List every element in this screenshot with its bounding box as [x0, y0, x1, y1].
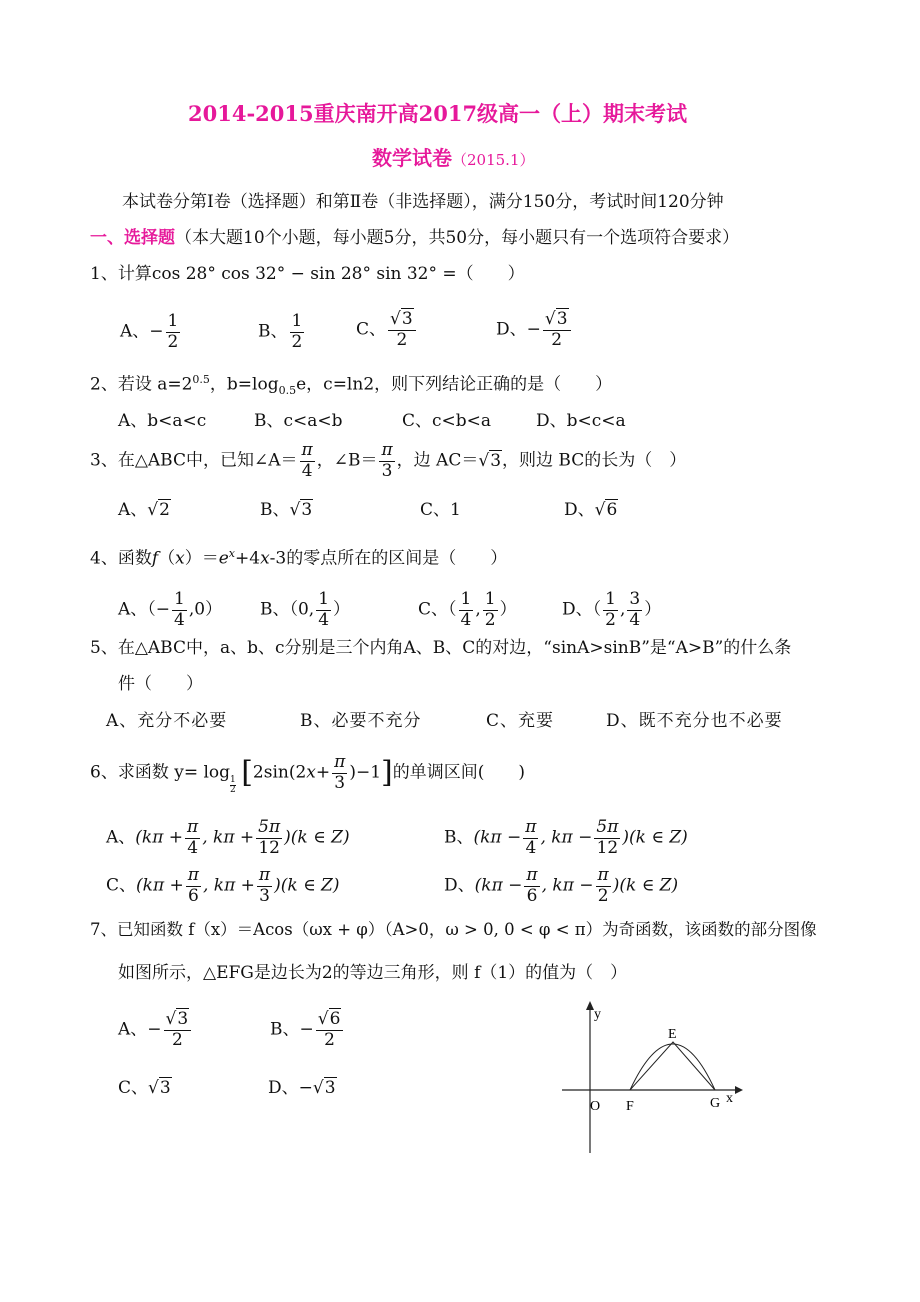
q1-option-d	[496, 310, 573, 350]
q5-option-d: D、既不充分也不必要	[606, 711, 783, 731]
q7-option-a: A、− $\frac{√3}{2}$	[118, 1010, 193, 1050]
q3-pi-a: π	[301, 440, 313, 460]
q4-d-comma: ,	[619, 599, 626, 620]
q3-pi-b: π	[381, 440, 393, 460]
q6-right-bracket: ]	[381, 755, 393, 791]
q3-s4: ，则边 BC的长为（ ）	[502, 450, 687, 471]
q3-frac-b	[379, 441, 394, 481]
q1-a-den: 2	[167, 331, 179, 352]
q3-s3: ，边 AC＝	[396, 450, 479, 471]
q4-option-a	[118, 590, 222, 630]
q6-half-num: 1	[230, 774, 236, 785]
q6-d1: (kπ −	[474, 875, 523, 896]
q6-b-d2: 12	[596, 837, 619, 858]
q3-sqrt: √3	[478, 450, 502, 471]
q7-b-label: B、−	[270, 1019, 314, 1040]
q1-option-a	[120, 312, 182, 352]
q1-c-rad: 3	[401, 309, 413, 329]
q6-b-label: B、	[444, 827, 474, 848]
q6-s1: 6、求函数 y=	[90, 762, 199, 783]
q1-d-frac	[543, 310, 571, 350]
q6-x: x	[306, 762, 316, 783]
q2-stem	[90, 374, 612, 396]
q4-s1: 4、函数	[90, 548, 152, 569]
q6-c3: )(k ∈ Z)	[274, 875, 340, 896]
q4-exp-x: x	[228, 547, 235, 560]
q5-line2: 件（ ）	[118, 674, 203, 694]
q4-f: f	[151, 548, 159, 569]
q4-c-den1: 4	[460, 609, 472, 630]
q6-half-den: 2	[230, 784, 236, 795]
q4-d-den1: 2	[605, 609, 616, 630]
q6-a-n2: 5π	[258, 817, 281, 837]
q2-pre: 2、若设 a=2	[90, 374, 193, 395]
q1-stem: 1、计算cos 28° cos 32° − sin 28° sin 32° =（ ）	[90, 264, 525, 284]
q2-mid: ，b=log	[209, 374, 279, 395]
q6-pi: π	[334, 752, 346, 772]
q6-inner3: )−1	[349, 762, 382, 783]
q6-b1: (kπ −	[473, 827, 522, 848]
q6-c-d1: 6	[187, 885, 199, 906]
q6-d-n1: π	[526, 865, 538, 885]
q7-c-rad: 3	[159, 1078, 171, 1098]
q6-a3: )(k ∈ Z)	[284, 827, 350, 848]
q3-stem	[90, 441, 686, 481]
q6-log: log	[203, 762, 231, 783]
q7-a-label: A、−	[118, 1019, 162, 1040]
q6-a-d2: 12	[258, 837, 280, 858]
q4-a-num: 1	[174, 589, 185, 609]
q6-c-n2: π	[258, 865, 271, 885]
q3-option-c: C、1	[420, 500, 461, 520]
q3-option-d: D、√6	[564, 500, 618, 520]
q4-option-b	[260, 590, 350, 630]
q6-option-d	[444, 866, 678, 906]
exam-intro: 本试卷分第Ⅰ卷（选择题）和第Ⅱ卷（非选择题），满分150分，考试时间120分钟	[122, 192, 724, 212]
q1-d-den: 2	[551, 329, 563, 350]
q1-c-num: √3	[388, 310, 416, 331]
q6-stem	[90, 753, 525, 795]
q3-b-label: B、	[260, 500, 290, 520]
q6-c-d2: 3	[259, 885, 270, 906]
exam-title: 2014-2015重庆南开高2017级高一（上）期末考试	[188, 101, 688, 126]
q7-b-den: 2	[324, 1029, 335, 1050]
q4-option-d	[562, 590, 661, 630]
q6-d-n2: π	[597, 865, 609, 885]
q3-option-b: B、√3	[260, 500, 313, 520]
q1-a-frac	[166, 312, 181, 352]
section-desc: （本大题10个小题，每小题5分，共50分，每小题只有一个选项符合要求）	[175, 228, 740, 248]
q4-c-comma: ,	[475, 599, 481, 620]
q1-d-num: √3	[543, 310, 571, 331]
q4-stem	[90, 548, 507, 568]
q5-option-a: A、充分不必要	[106, 711, 228, 731]
q6-inner1: 2sin(2	[252, 762, 307, 783]
q6-b-n2: 5π	[596, 817, 619, 837]
q1-d-label: D、−	[496, 319, 541, 340]
q4-c-num2: 1	[484, 589, 496, 609]
q4-a-post: ,0）	[188, 599, 223, 620]
q6-s2: 的单调区间( )	[392, 762, 525, 783]
graph-x-label: x	[726, 1091, 733, 1106]
q1-a-num: 1	[167, 311, 179, 331]
q7-b-rad: 6	[329, 1009, 341, 1029]
q6-c-n1: π	[187, 865, 199, 885]
q6-option-b	[444, 818, 688, 858]
q3-s2: ，∠B＝	[316, 450, 378, 471]
graph-f-label: F	[626, 1099, 634, 1114]
exam-date: （2015.1）	[452, 151, 535, 169]
graph-g-label: G	[710, 1096, 721, 1111]
subtitle-text: 数学试卷	[372, 146, 452, 170]
q3-three: 3	[381, 460, 393, 481]
q1-b-num: 1	[291, 311, 303, 331]
q6-a-d1: 4	[187, 837, 199, 858]
q6-c2: , kπ +	[202, 875, 255, 896]
q6-b-n1: π	[525, 817, 537, 837]
graph-y-label: y	[594, 1007, 601, 1022]
q1-c-label: C、	[356, 319, 387, 340]
q4-b-post: ）	[333, 599, 351, 620]
q6-a2: , kπ +	[202, 827, 255, 848]
q2-option-b: B、c<a<b	[254, 411, 343, 431]
q6-b-d1: 4	[525, 837, 537, 858]
q3-rad: 3	[490, 450, 502, 471]
q4-a-den: 4	[174, 609, 185, 630]
q7-d-label: D、−	[268, 1078, 313, 1098]
q4-option-c	[418, 590, 517, 630]
q1-b-label: B、	[258, 321, 288, 342]
q6-d2: , kπ −	[541, 875, 594, 896]
q6-a1: (kπ +	[135, 827, 184, 848]
q4-c-pre: C、（	[418, 599, 457, 620]
q6-option-c	[106, 866, 340, 906]
q2-exp: 0.5	[192, 373, 210, 386]
q6-b2: , kπ −	[540, 827, 593, 848]
q3-b-val: 3	[301, 500, 313, 520]
q3-d-label: D、	[564, 500, 595, 520]
q4-a-pre: A、（−	[118, 599, 171, 620]
q5-line1: 5、在△ABC中，a、b、c分别是三个内角A、B、C的对边，“sinA>sinB”是“A>B”的什么条	[90, 638, 792, 658]
q7-line1: 7、已知函数 f（x）＝Acos（ωx + φ）（A>0，ω > 0, 0 < φ < π）为奇函数，该函数的部分图像	[90, 920, 817, 939]
q4-d-num1: 1	[605, 589, 616, 609]
q3-frac-a	[300, 441, 315, 481]
q1-d-rad: 3	[556, 309, 568, 329]
q3-option-a: A、√2	[118, 500, 170, 520]
q4-c-den2: 2	[484, 609, 496, 630]
q4-x: x	[175, 548, 185, 569]
q4-b-pre: B、（0,	[260, 599, 315, 620]
q6-option-a	[106, 818, 350, 858]
q2-option-c: C、c<b<a	[402, 411, 492, 431]
q5-option-c: C、充要	[486, 711, 555, 731]
q6-inner2: +	[315, 762, 331, 783]
q4-s2: （	[158, 548, 176, 569]
q4-c-num1: 1	[460, 589, 472, 609]
q2-sub: 0.5	[278, 384, 297, 398]
q1-b-den: 2	[291, 331, 303, 352]
y-axis-arrow	[586, 1001, 594, 1010]
q6-c-label: C、	[106, 875, 137, 896]
q6-left-bracket: [	[241, 755, 253, 791]
q4-s3: ）＝	[184, 548, 219, 569]
exam-subtitle	[372, 148, 535, 169]
q1-b-frac	[290, 312, 305, 352]
section-header	[90, 230, 739, 247]
q7-a-rad: 3	[177, 1009, 189, 1029]
q6-d-label: D、	[444, 875, 475, 896]
x-axis-arrow	[735, 1086, 743, 1094]
q6-b3: )(k ∈ Z)	[622, 827, 688, 848]
q7-option-c: C、√3	[118, 1078, 171, 1098]
q6-c1: (kπ +	[136, 875, 184, 896]
q4-e: e	[218, 548, 229, 569]
q4-b-den: 4	[318, 609, 330, 630]
q3-s1: 3、在△ABC中，已知∠A＝	[90, 450, 298, 471]
q6-d-d2: 2	[597, 885, 609, 906]
q1-a-label: A、−	[120, 321, 164, 342]
q4-d-num2: 3	[629, 589, 641, 609]
q1-option-b	[258, 312, 306, 352]
q7-a-den: 2	[171, 1029, 183, 1050]
q4-d-den2: 4	[629, 609, 641, 630]
q3-a-label: A、	[118, 500, 148, 520]
q1-option-c	[356, 310, 418, 350]
q3-d-val: 6	[606, 500, 618, 520]
q1-c-den: 2	[396, 329, 408, 350]
graph-o-label: O	[590, 1099, 601, 1114]
q7-c-label: C、	[118, 1078, 149, 1098]
q4-d-post: ）	[644, 599, 662, 620]
function-graph	[550, 998, 750, 1158]
cosine-curve	[630, 1044, 715, 1090]
q2-option-d: D、b<c<a	[536, 411, 626, 431]
q6-d-d1: 6	[526, 885, 538, 906]
q7-option-d: D、−√3	[268, 1078, 336, 1098]
q3-four: 4	[301, 460, 313, 481]
q4-s5: -3的零点所在的区间是（ ）	[269, 548, 508, 569]
section-title: 一、选择题	[90, 228, 175, 248]
q6-d3: )(k ∈ Z)	[612, 875, 679, 896]
q7-option-b: B、− $\frac{√6}{2}$	[270, 1010, 345, 1050]
q2-post: e，c=ln2，则下列结论正确的是（ ）	[296, 374, 613, 395]
q4-d-pre: D、（	[562, 599, 602, 620]
q4-c-post: ）	[499, 599, 517, 620]
q3-a-val: 2	[159, 500, 170, 520]
q6-three: 3	[334, 772, 346, 793]
q2-option-a: A、b<a<c	[118, 411, 207, 431]
q5-option-b: B、必要不充分	[300, 711, 422, 731]
graph-e-label: E	[668, 1027, 677, 1042]
q6-a-label: A、	[106, 827, 136, 848]
q4-b-num: 1	[318, 589, 330, 609]
q7-d-rad: 3	[324, 1078, 336, 1098]
q4-s4: +4	[235, 548, 261, 569]
q1-c-frac	[388, 310, 416, 350]
q4-x2: x	[260, 548, 270, 569]
q6-a-n1: π	[187, 817, 199, 837]
q7-line2: 如图所示，△EFG是边长为2的等边三角形，则 f（1）的值为（ ）	[118, 963, 628, 983]
